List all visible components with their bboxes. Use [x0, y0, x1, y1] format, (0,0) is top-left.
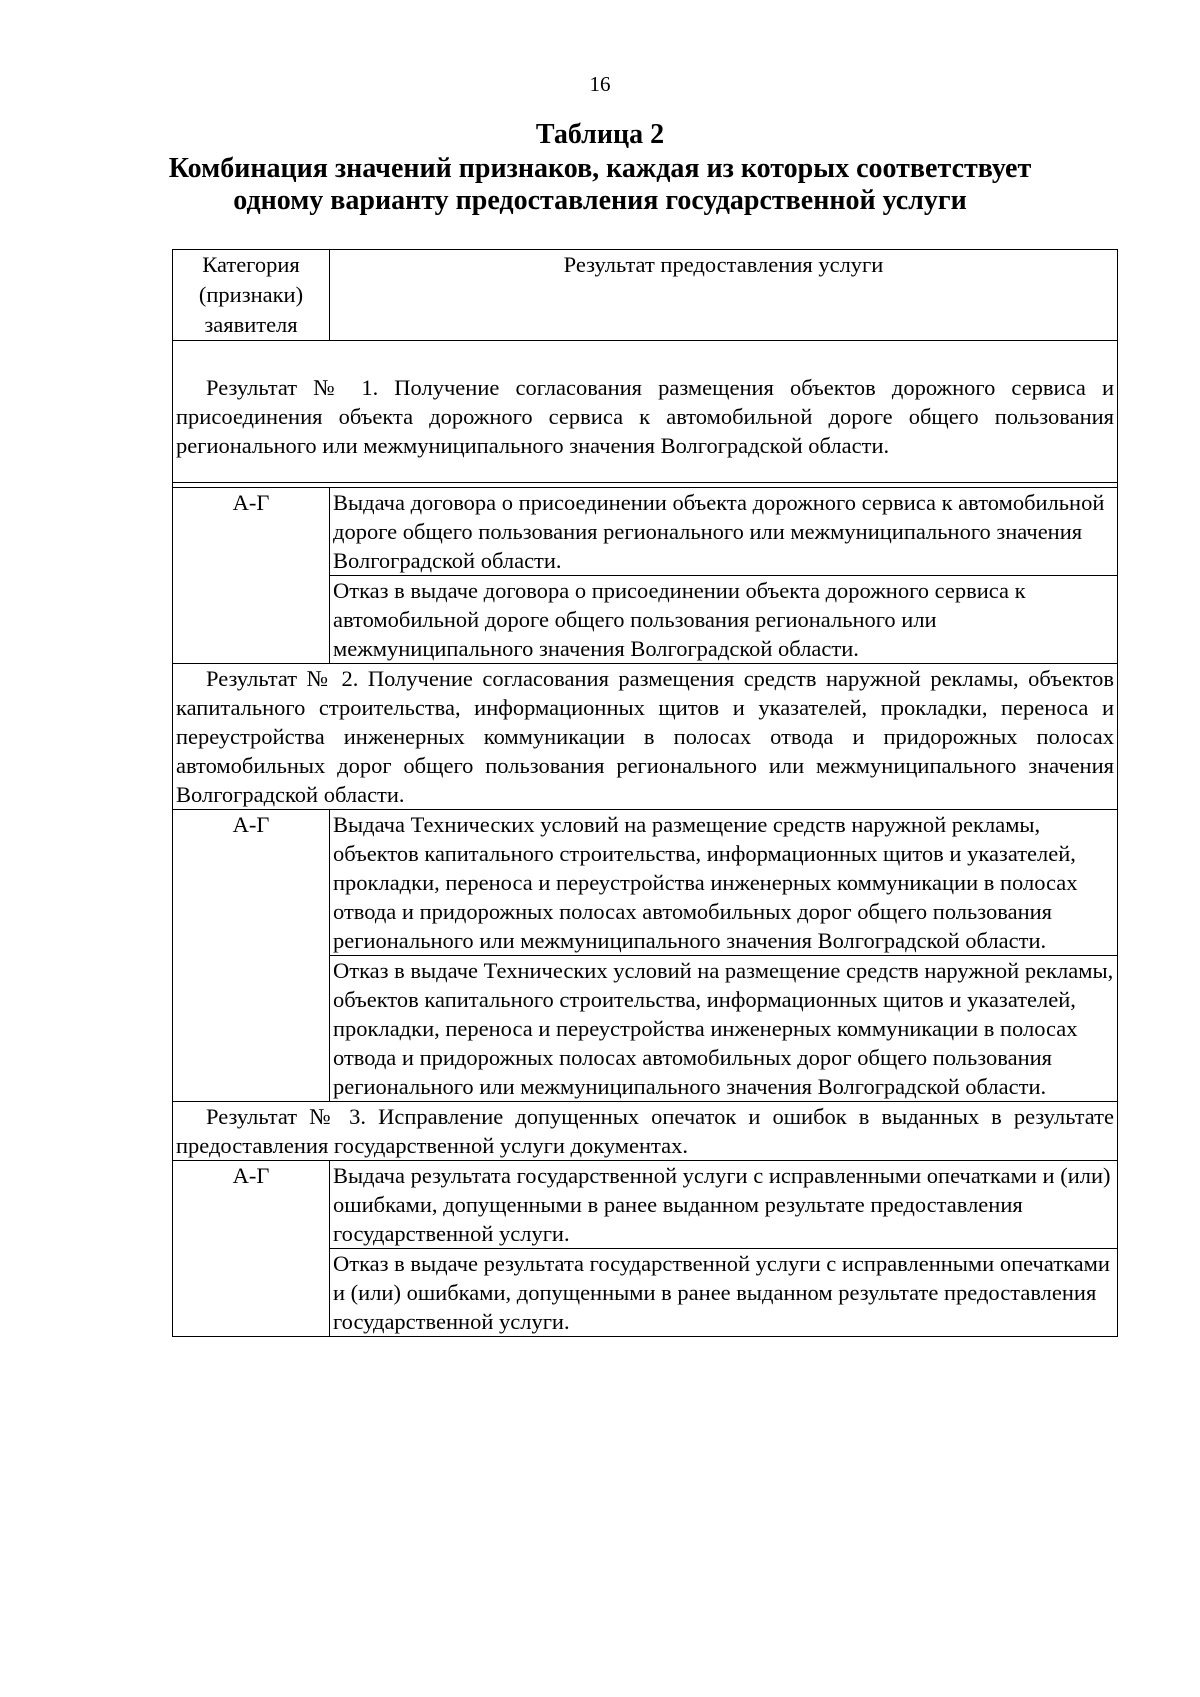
table-row — [173, 810, 1118, 956]
result-cell: Отказ в выдаче Технических условий на размещение средств наружной рекламы, объектов капитального строительства, информационных щитов и указателей, прокладки, переноса и переустройства инженерных коммуникации в полосах отвода и придорожных полосах автомобильных дорог общего пользования регионального или межмуниципального значения Волгоградской области. — [330, 956, 1118, 1102]
table-row — [173, 488, 1118, 576]
page-number: 16 — [589, 72, 611, 96]
category-cell: А-Г — [173, 488, 330, 664]
category-cell: А-Г — [173, 1161, 330, 1337]
table-row — [173, 1161, 1118, 1249]
result-cell: Выдача Технических условий на размещение средств наружной рекламы, объектов капитального строительства, информационных щитов и указателей, прокладки, переноса и переустройства инженерных коммуникации в полосах отвода и придорожных полосах автомобильных дорог общего пользования регионального или межмуниципального значения Волгоградской области. — [330, 810, 1118, 956]
table-header-row — [173, 250, 1118, 341]
section-heading: Результат № 3. Исправление допущенных опечаток и ошибок в выданных в результате предоставления государственной услуги документах. — [176, 1104, 1114, 1158]
result-cell: Выдача результата государственной услуги с исправленными опечатками и (или) ошибками, допущенными в ранее выданном результате предоставления государственной услуги. — [330, 1161, 1118, 1249]
section-heading-cell — [173, 1102, 1118, 1161]
section-heading-cell — [173, 664, 1118, 810]
options-table — [172, 249, 1118, 1337]
section-heading: Результат № 2. Получение согласования размещения средств наружной рекламы, объектов капитального строительства, информационных щитов и указателей, прокладки, переноса и переустройства инженерных коммуникации в полосах отвода и придорожных полосах автомобильных дорог общего пользования регионального или межмуниципального значения Волгоградской области. — [176, 666, 1114, 807]
table-title: Таблица 2 — [535, 119, 665, 150]
section-heading: Результат № 1. Получение согласования размещения объектов дорожного сервиса и присоединения объекта дорожного сервиса к автомобильной дороге общего пользования регионального или межмуниципального значения Волгоградской области. — [176, 375, 1114, 458]
section-row — [173, 1102, 1118, 1161]
result-cell: Отказ в выдаче договора о присоединении объекта дорожного сервиса к автомобильной дороге общего пользования регионального или межмуниципального значения Волгоградской области. — [330, 576, 1118, 664]
category-cell: А-Г — [173, 810, 330, 1102]
section-heading-cell — [173, 341, 1118, 483]
subtitle-line: одному варианту предоставления государственной услуги — [233, 185, 967, 216]
header-result: Результат предоставления услуги — [330, 250, 1118, 341]
header-category: Категория (признаки) заявителя — [173, 250, 330, 341]
section-row — [173, 341, 1118, 483]
subtitle-line: Комбинация значений признаков, каждая из которых соответствует — [168, 153, 1032, 184]
section-row — [173, 664, 1118, 810]
result-cell: Отказ в выдаче результата государственной услуги с исправленными опечатками и (или) ошибками, допущенными в ранее выданном результате предоставления государственной услуги. — [330, 1249, 1118, 1337]
table-subtitle — [0, 153, 1200, 217]
result-cell: Выдача договора о присоединении объекта дорожного сервиса к автомобильной дороге общего пользования регионального или межмуниципального значения Волгоградской области. — [330, 488, 1118, 576]
